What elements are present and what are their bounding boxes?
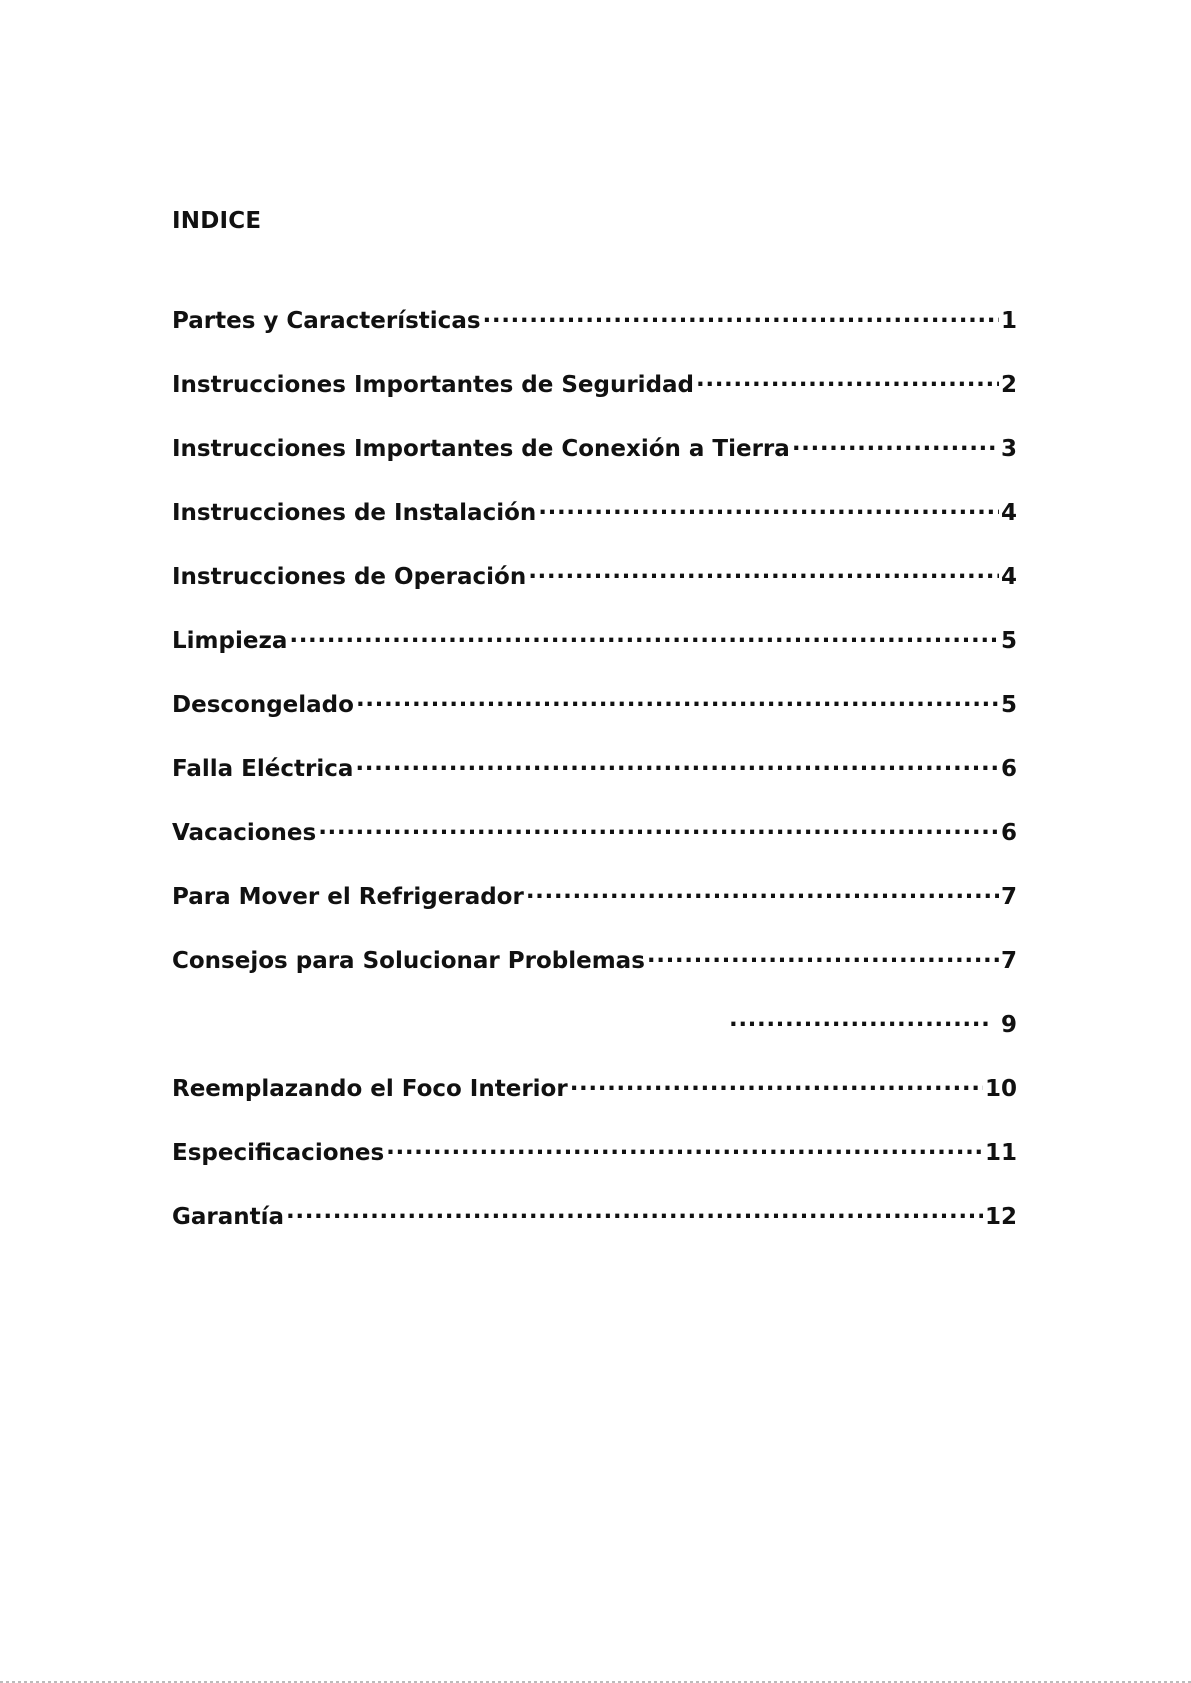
toc-entry — [172, 812, 1017, 876]
toc-entry — [172, 1196, 1017, 1260]
toc-list — [172, 300, 1017, 1260]
toc-dot-leader — [483, 300, 999, 328]
toc-entry-label: Vacaciones — [172, 820, 317, 846]
toc-entry — [172, 684, 1017, 748]
toc-dot-leader — [355, 748, 999, 776]
toc-dot-leader — [538, 492, 999, 520]
toc-dot-leader — [289, 620, 999, 648]
toc-entry-page: 7 — [1000, 884, 1017, 910]
toc-entry — [172, 620, 1017, 684]
toc-entry-label: Reemplazando el Foco Interior — [172, 1076, 568, 1102]
toc-entry-page: 5 — [1000, 692, 1017, 718]
toc-dot-leader — [647, 940, 999, 968]
toc-entry-label: Para Mover el Refrigerador — [172, 884, 524, 910]
toc-dot-leader — [386, 1132, 983, 1160]
toc-entry-page: 6 — [1000, 820, 1017, 846]
toc-entry-page: 3 — [1000, 436, 1017, 462]
toc-entry-label: Especificaciones — [172, 1140, 385, 1166]
toc-dot-leader — [792, 428, 999, 456]
toc-entry-label: Instrucciones de Instalación — [172, 500, 537, 526]
toc-entry-page: 5 — [1000, 628, 1017, 654]
toc-entry-label: Descongelado — [172, 692, 354, 718]
toc-entry-label: Consejos para Solucionar Problemas — [172, 948, 645, 974]
toc-entry-page: 4 — [1000, 500, 1017, 526]
toc-dot-leader — [528, 556, 999, 584]
toc-entry-page: 1 — [1000, 308, 1017, 334]
toc-entry-page: 10 — [984, 1076, 1017, 1102]
toc-title: INDICE — [172, 208, 262, 234]
toc-entry-page: 11 — [984, 1140, 1017, 1166]
toc-entry-page: 9 — [1000, 1012, 1017, 1038]
toc-entry-label: Instrucciones de Operación — [172, 564, 527, 590]
toc-entry — [172, 300, 1017, 364]
toc-entry — [172, 1068, 1017, 1132]
toc-dot-leader — [729, 1004, 991, 1032]
toc-entry — [172, 1004, 1017, 1068]
toc-entry-page: 12 — [984, 1204, 1017, 1230]
toc-entry — [172, 940, 1017, 1004]
toc-dot-leader — [286, 1196, 983, 1224]
toc-entry — [172, 556, 1017, 620]
toc-entry — [172, 748, 1017, 812]
toc-entry — [172, 364, 1017, 428]
toc-entry-page: 6 — [1000, 756, 1017, 782]
toc-entry-label: Instrucciones Importantes de Seguridad — [172, 372, 695, 398]
toc-entry-page: 2 — [1000, 372, 1017, 398]
toc-dot-leader — [318, 812, 999, 840]
toc-entry-page: 4 — [1000, 564, 1017, 590]
toc-entry-label: Partes y Características — [172, 308, 481, 334]
toc-dot-leader — [696, 364, 999, 392]
toc-entry — [172, 876, 1017, 940]
toc-entry-label: Instrucciones Importantes de Conexión a Tierra — [172, 436, 790, 462]
toc-dot-leader — [526, 876, 999, 904]
toc-dot-leader — [356, 684, 999, 712]
toc-entry-page: 7 — [1000, 948, 1017, 974]
toc-entry-label: Falla Eléctrica — [172, 756, 354, 782]
toc-dot-leader — [570, 1068, 983, 1096]
toc-entry-label: Garantía — [172, 1204, 285, 1230]
toc-entry-label: Limpieza — [172, 628, 288, 654]
toc-entry — [172, 1132, 1017, 1196]
toc-entry — [172, 492, 1017, 556]
toc-entry — [172, 428, 1017, 492]
